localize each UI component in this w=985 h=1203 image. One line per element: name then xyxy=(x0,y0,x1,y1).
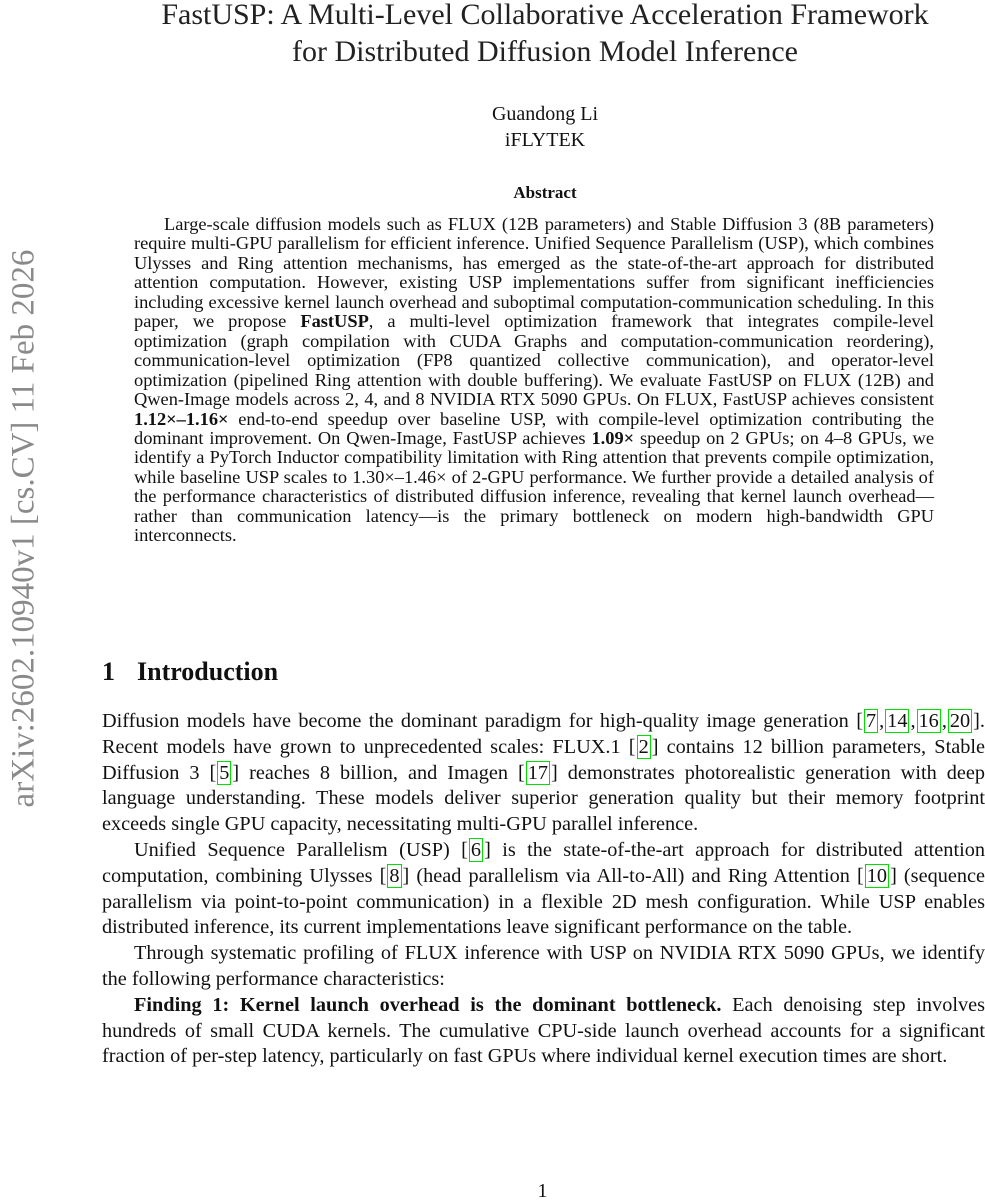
bold-text: Finding 1: Kernel launch overhead is the dominant bottleneck. xyxy=(134,993,722,1016)
author-affiliation: iFLYTEK xyxy=(504,129,586,151)
title-line-2: for Distributed Diffusion Model Inference xyxy=(292,35,798,68)
citation-link[interactable]: 20 xyxy=(949,710,971,732)
paragraph xyxy=(102,941,985,993)
citation-link[interactable]: 8 xyxy=(389,864,400,887)
text-span: ] demonstrates photorealistic generation with deep language understanding. These models deliver superior generation quality but their memory footprint exceeds single GPU capacity, necessitating multi-GPU parallel inference. xyxy=(102,761,985,836)
paragraph xyxy=(102,838,985,941)
text-span: , a multi-level optimization framework that integrates compile-level optimization (graph compilation with CUDA Graphs and computation-communication reordering), communication-level optimization (FP8 quantized collective communication), and operator-level optimization (pipelined Ring attention with double buffering). We evaluate FastUSP on FLUX (12B) and Qwen-Image models across 2, 4, and 8 NVIDIA RTX 5090 GPUs. On FLUX, FastUSP achieves consistent xyxy=(134,311,934,410)
text-span: ] reaches 8 billion, and Imagen [ xyxy=(232,761,525,784)
text-span: ] is the state-of-the-art approach for distributed attention computation, combining Ulysses [ xyxy=(102,838,985,887)
citation-link[interactable]: 6 xyxy=(470,838,482,861)
citation-link[interactable]: 14 xyxy=(887,710,908,732)
abstract-heading: Abstract xyxy=(513,183,577,202)
page-number: 1 xyxy=(537,1180,548,1202)
title-line-1: FastUSP: A Multi-Level Collaborative Acceleration Framework xyxy=(161,0,929,31)
text-span: end-to-end speedup over baseline USP, with compile-level optimization contributing the dominant improvement. On Qwen-Image, FastUSP achieves xyxy=(134,408,934,448)
paragraph xyxy=(102,993,985,1070)
text-span: speedup on 2 GPUs; on 4–8 GPUs, we identify a PyTorch Inductor compatibility limitation with Ring attention that prevents compile optimization, while baseline USP scales to 1.30×–1.46× of 2-GPU performance. We further provide a detailed analysis of the performance characteristics of distributed diffusion inference, revealing that kernel launch overhead—rather than communication latency—is the primary bottleneck on modern high-bandwidth GPU interconnects. xyxy=(134,427,934,546)
text-span: ] contains 12 billion parameters, Stable Diffusion 3 [ xyxy=(102,735,985,784)
section-title: Introduction xyxy=(137,657,279,686)
text-span: ] (sequence parallelism via point-to-point communication) in a flexible 2D mesh configuration. While USP enables distributed inference, its current implementations leave significant performance on the table. xyxy=(102,864,985,939)
arxiv-identifier-stamp: arXiv:2602.10940v1 [cs.CV] 11 Feb 2026 xyxy=(5,249,42,808)
text-span: ]. Recent models have grown to unprecedented scales: FLUX.1 [ xyxy=(102,710,985,758)
citation-link[interactable]: 16 xyxy=(918,710,939,732)
citation-link[interactable]: 2 xyxy=(638,735,649,758)
text-span: , xyxy=(910,710,916,732)
author-name: Guandong Li xyxy=(491,103,599,125)
paragraph xyxy=(102,709,985,838)
author-block xyxy=(100,101,985,153)
section-heading-introduction xyxy=(102,657,278,687)
bold-text: FastUSP xyxy=(300,311,369,332)
bold-text: 1.12×–1.16× xyxy=(134,408,229,429)
citation-link[interactable]: 7 xyxy=(865,710,877,732)
text-span: Each denoising step involves hundreds of small CUDA kernels. The cumulative CPU-side launch overhead accounts for a significant fraction of per-step latency, particularly on fast GPUs where individual kernel execution times are short. xyxy=(102,993,985,1068)
citation-link[interactable]: 10 xyxy=(866,864,888,887)
text-span: , xyxy=(879,710,885,732)
text-span: ] (head parallelism via All-to-All) and Ring Attention [ xyxy=(402,864,864,887)
text-span: , xyxy=(941,710,947,732)
text-span: Through systematic profiling of FLUX inference with USP on NVIDIA RTX 5090 GPUs, we identify the following performance characteristics: xyxy=(102,942,985,990)
abstract-text xyxy=(134,215,934,546)
section-number: 1 xyxy=(102,657,115,686)
citation-link[interactable]: 5 xyxy=(219,761,230,784)
citation-link[interactable]: 17 xyxy=(527,761,549,784)
text-span: Large-scale diffusion models such as FLUX (12B parameters) and Stable Diffusion 3 (8B parameters) require multi-GPU parallelism for efficient inference. Unified Sequence Parallelism (USP), which combines Ulysses and Ring attention mechanisms, has emerged as the state-of-the-art approach for distributed attention computation. However, existing USP implementations suffer from significant inefficiencies including excessive kernel launch overhead and suboptimal computation-communication scheduling. In this paper, we propose xyxy=(134,214,934,332)
paper-title xyxy=(100,0,985,70)
introduction-body xyxy=(102,709,985,1070)
bold-text: 1.09× xyxy=(591,427,635,448)
text-span: Diffusion models have become the dominant paradigm for high-quality image generation [ xyxy=(102,710,863,732)
text-span: Unified Sequence Parallelism (USP) [ xyxy=(134,838,468,861)
